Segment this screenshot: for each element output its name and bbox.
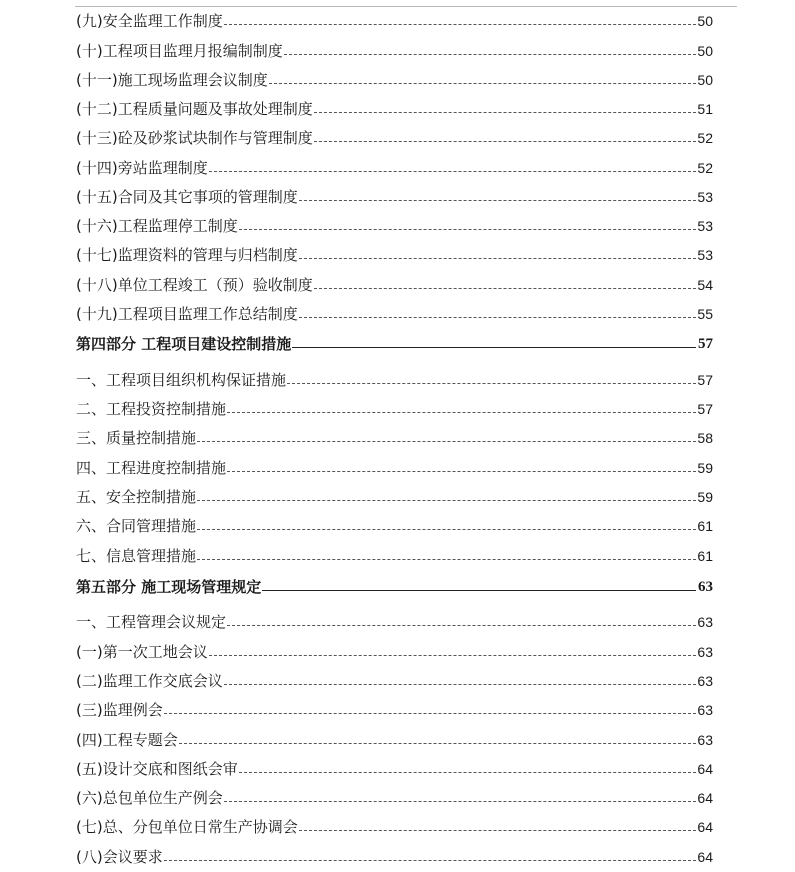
dot-leader (262, 590, 696, 591)
toc-entry-page-number: 64 (697, 790, 713, 806)
toc-entry-title: (一)第一次工地会议 (76, 643, 208, 661)
toc-entry[interactable] (76, 672, 713, 690)
toc-entry-title: (十三)砼及砂浆试块制作与管理制度 (76, 129, 313, 147)
dot-leader (224, 801, 696, 802)
toc-entry-title: (二)监理工作交底会议 (76, 672, 223, 690)
toc-entry[interactable] (76, 159, 713, 177)
toc-entry[interactable] (76, 100, 713, 118)
dot-leader (299, 200, 696, 201)
toc-entry-title: (六)总包单位生产例会 (76, 789, 223, 807)
toc-entry-page-number: 63 (697, 644, 713, 660)
toc-entry[interactable] (76, 188, 713, 206)
toc-section-heading[interactable] (76, 335, 713, 353)
dot-leader (224, 684, 696, 685)
toc-entry[interactable] (76, 731, 713, 749)
toc-entry[interactable] (76, 42, 713, 60)
dot-leader (314, 141, 696, 142)
toc-entry[interactable] (76, 547, 713, 565)
toc-entry-title: (三)监理例会 (76, 701, 163, 719)
toc-entry[interactable] (76, 459, 713, 477)
dot-leader (179, 743, 696, 744)
toc-entry-page-number: 64 (697, 819, 713, 835)
toc-entry[interactable] (76, 613, 713, 631)
toc-entry-page-number: 63 (697, 614, 713, 630)
dot-leader (209, 655, 696, 656)
toc-entry[interactable] (76, 217, 713, 235)
toc-entry-page-number: 64 (697, 849, 713, 865)
toc-entry-page-number: 63 (697, 673, 713, 689)
toc-entry[interactable] (76, 818, 713, 836)
toc-entry-page-number: 50 (697, 72, 713, 88)
toc-entry-title: (十七)监理资料的管理与归档制度 (76, 246, 298, 264)
toc-entry-title: 一、工程项目组织机构保证措施 (76, 371, 287, 389)
toc-entry-title: 二、工程投资控制措施 (76, 400, 227, 418)
toc-entry-page-number: 54 (697, 277, 713, 293)
toc-entry-page-number: 59 (697, 460, 713, 476)
toc-entry[interactable] (76, 429, 713, 447)
toc-entry-page-number: 55 (697, 306, 713, 322)
toc-entry-page-number: 61 (697, 518, 713, 534)
toc-entry-page-number: 50 (697, 13, 713, 29)
dot-leader (287, 383, 696, 384)
toc-entry-title: (八)会议要求 (76, 848, 163, 866)
toc-entry-page-number: 63 (698, 579, 713, 595)
toc-entry[interactable] (76, 400, 713, 418)
toc-entry-title: (十)工程项目监理月报编制制度 (76, 42, 283, 60)
toc-entry-page-number: 53 (697, 189, 713, 205)
toc-entry-title: (十六)工程监理停工制度 (76, 217, 238, 235)
toc-entry-page-number: 63 (697, 732, 713, 748)
dot-leader (164, 713, 696, 714)
toc-entry-page-number: 52 (697, 160, 713, 176)
toc-entry-page-number: 61 (697, 548, 713, 564)
dot-leader (239, 229, 696, 230)
toc-entry-title: (十二)工程质量问题及事故处理制度 (76, 100, 313, 118)
toc-entry-title: (七)总、分包单位日常生产协调会 (76, 818, 298, 836)
dot-leader (197, 529, 696, 530)
dot-leader (227, 412, 696, 413)
toc-entry-page-number: 57 (698, 336, 713, 352)
dot-leader (314, 288, 696, 289)
toc-entry[interactable] (76, 517, 713, 535)
toc-entry-title: (十八)单位工程竣工（预）验收制度 (76, 276, 313, 294)
toc-entry-title: 六、合同管理措施 (76, 517, 197, 535)
toc-entry-title: (九)安全监理工作制度 (76, 12, 223, 30)
toc-entry-page-number: 53 (697, 218, 713, 234)
dot-leader (164, 860, 696, 861)
dot-leader (284, 54, 696, 55)
toc-entry-title: 四、工程进度控制措施 (76, 459, 227, 477)
toc-entry-page-number: 64 (697, 761, 713, 777)
dot-leader (197, 500, 696, 501)
toc-entry-title: (十五)合同及其它事项的管理制度 (76, 188, 298, 206)
dot-leader (227, 471, 696, 472)
toc-entry[interactable] (76, 701, 713, 719)
toc-entry[interactable] (76, 305, 713, 323)
dot-leader (209, 171, 696, 172)
dot-leader (292, 347, 696, 348)
dot-leader (227, 625, 696, 626)
toc-entry[interactable] (76, 789, 713, 807)
dot-leader (239, 772, 696, 773)
dot-leader (314, 112, 696, 113)
toc-entry-page-number: 59 (697, 489, 713, 505)
toc-entry[interactable] (76, 276, 713, 294)
toc-entry-page-number: 52 (697, 130, 713, 146)
toc-entry-page-number: 53 (697, 247, 713, 263)
toc-entry[interactable] (76, 12, 713, 30)
toc-entry-title: 第四部分 工程项目建设控制措施 (76, 335, 292, 353)
dot-leader (197, 441, 696, 442)
toc-entry-page-number: 58 (697, 430, 713, 446)
toc-entry-title: 一、工程管理会议规定 (76, 613, 227, 631)
dot-leader (299, 258, 696, 259)
toc-entry-page-number: 50 (697, 43, 713, 59)
dot-leader (269, 83, 696, 84)
toc-entry-title: 五、安全控制措施 (76, 488, 197, 506)
toc-entry[interactable] (76, 371, 713, 389)
dot-leader (299, 317, 696, 318)
dot-leader (299, 830, 696, 831)
toc-entry-title: (十九)工程项目监理工作总结制度 (76, 305, 298, 323)
header-rule (75, 6, 737, 7)
toc-entry-page-number: 63 (697, 702, 713, 718)
dot-leader (197, 559, 696, 560)
toc-entry[interactable] (76, 760, 713, 778)
toc-entry[interactable] (76, 71, 713, 89)
dot-leader (224, 24, 696, 25)
toc-entry[interactable] (76, 488, 713, 506)
toc-entry[interactable] (76, 129, 713, 147)
toc-entry[interactable] (76, 246, 713, 264)
toc-section-heading[interactable] (76, 578, 713, 596)
toc-entry-title: 三、质量控制措施 (76, 429, 197, 447)
toc-entry-title: (十一)施工现场监理会议制度 (76, 71, 268, 89)
toc-entry[interactable] (76, 643, 713, 661)
toc-entry-page-number: 57 (697, 372, 713, 388)
toc-entry-title: 七、信息管理措施 (76, 547, 197, 565)
toc-entry-title: (十四)旁站监理制度 (76, 159, 208, 177)
toc-entry-title: (五)设计交底和图纸会审 (76, 760, 238, 778)
toc-entry-title: (四)工程专题会 (76, 731, 178, 749)
toc-entry-page-number: 51 (697, 101, 713, 117)
toc-entry-title: 第五部分 施工现场管理规定 (76, 578, 262, 596)
toc-entry[interactable] (76, 848, 713, 866)
toc-entry-page-number: 57 (697, 401, 713, 417)
